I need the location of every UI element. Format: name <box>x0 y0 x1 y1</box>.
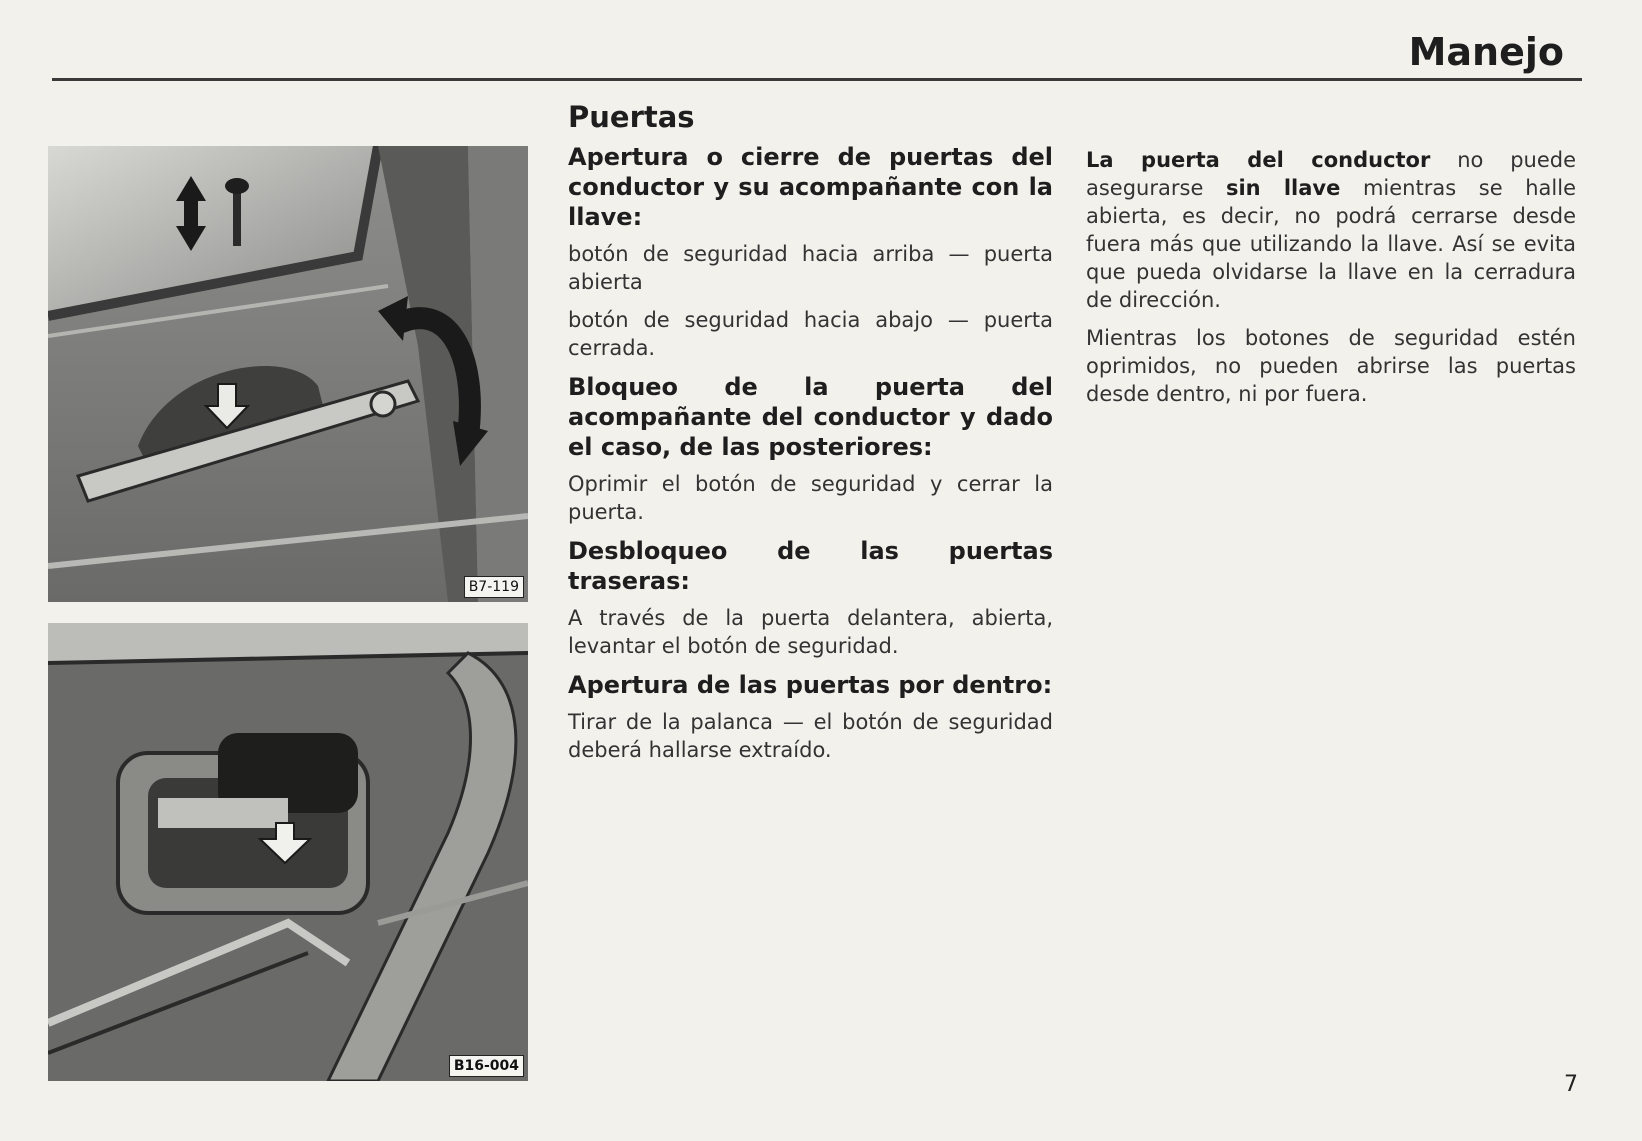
text-bloqueo: Oprimir el botón de seguridad y cerrar la puerta. <box>568 472 1053 524</box>
text-puerta-conductor-1: no puede asegurarse <box>1086 148 1576 200</box>
header-rule <box>52 78 1582 81</box>
page-title: Puertas <box>568 100 695 134</box>
figure-exterior-door-handle <box>48 146 528 602</box>
text-desbloqueo: A través de la puerta delantera, abierta, levantar el botón de seguridad. <box>568 606 1053 658</box>
main-text-column <box>568 100 1053 774</box>
bold-puerta-conductor: La puerta del conductor <box>1086 148 1431 172</box>
heading-desbloqueo: Desbloqueo de las puertas traseras: <box>568 537 1053 595</box>
door-exterior-illustration <box>48 146 528 602</box>
text-boton-arriba: botón de seguridad hacia arriba — puerta abierta <box>568 242 1053 294</box>
heading-bloqueo: Bloqueo de la puerta del acompañante del conductor y dado el caso, de las posteriores: <box>568 373 1053 461</box>
text-apertura-dentro: Tirar de la palanca — el botón de seguridad deberá hallarse extraído. <box>568 710 1053 762</box>
text-puerta-conductor <box>1086 146 1576 314</box>
section-title: Manejo <box>1408 30 1564 74</box>
bold-sin-llave: sin llave <box>1225 176 1341 200</box>
text-boton-abajo: botón de seguridad hacia abajo — puerta cerrada. <box>568 308 1053 360</box>
text-botones-oprimidos: Mientras los botones de seguridad estén oprimidos, no pueden abrirse las puertas desde dentro, ni por fuera. <box>1086 326 1576 406</box>
door-interior-illustration <box>48 623 528 1081</box>
figure-label-b16-004: B16-004 <box>449 1055 524 1077</box>
figure-interior-door-handle <box>48 623 528 1081</box>
side-text-column <box>1086 146 1576 418</box>
page-number: 7 <box>1564 1072 1578 1097</box>
heading-apertura-dentro: Apertura de las puertas por dentro: <box>568 671 1053 699</box>
text-puerta-conductor-2: mientras se halle abierta, es decir, no podrá cerrarse desde fuera más que utilizando la llave. Así se evita que pueda olvidarse la llave en la cerradura de dirección. <box>1086 176 1576 312</box>
heading-apertura-llave: Apertura o cierre de puertas del conductor y su acompañante con la llave: <box>568 143 1053 231</box>
figure-label-b7-119: B7-119 <box>464 576 524 598</box>
